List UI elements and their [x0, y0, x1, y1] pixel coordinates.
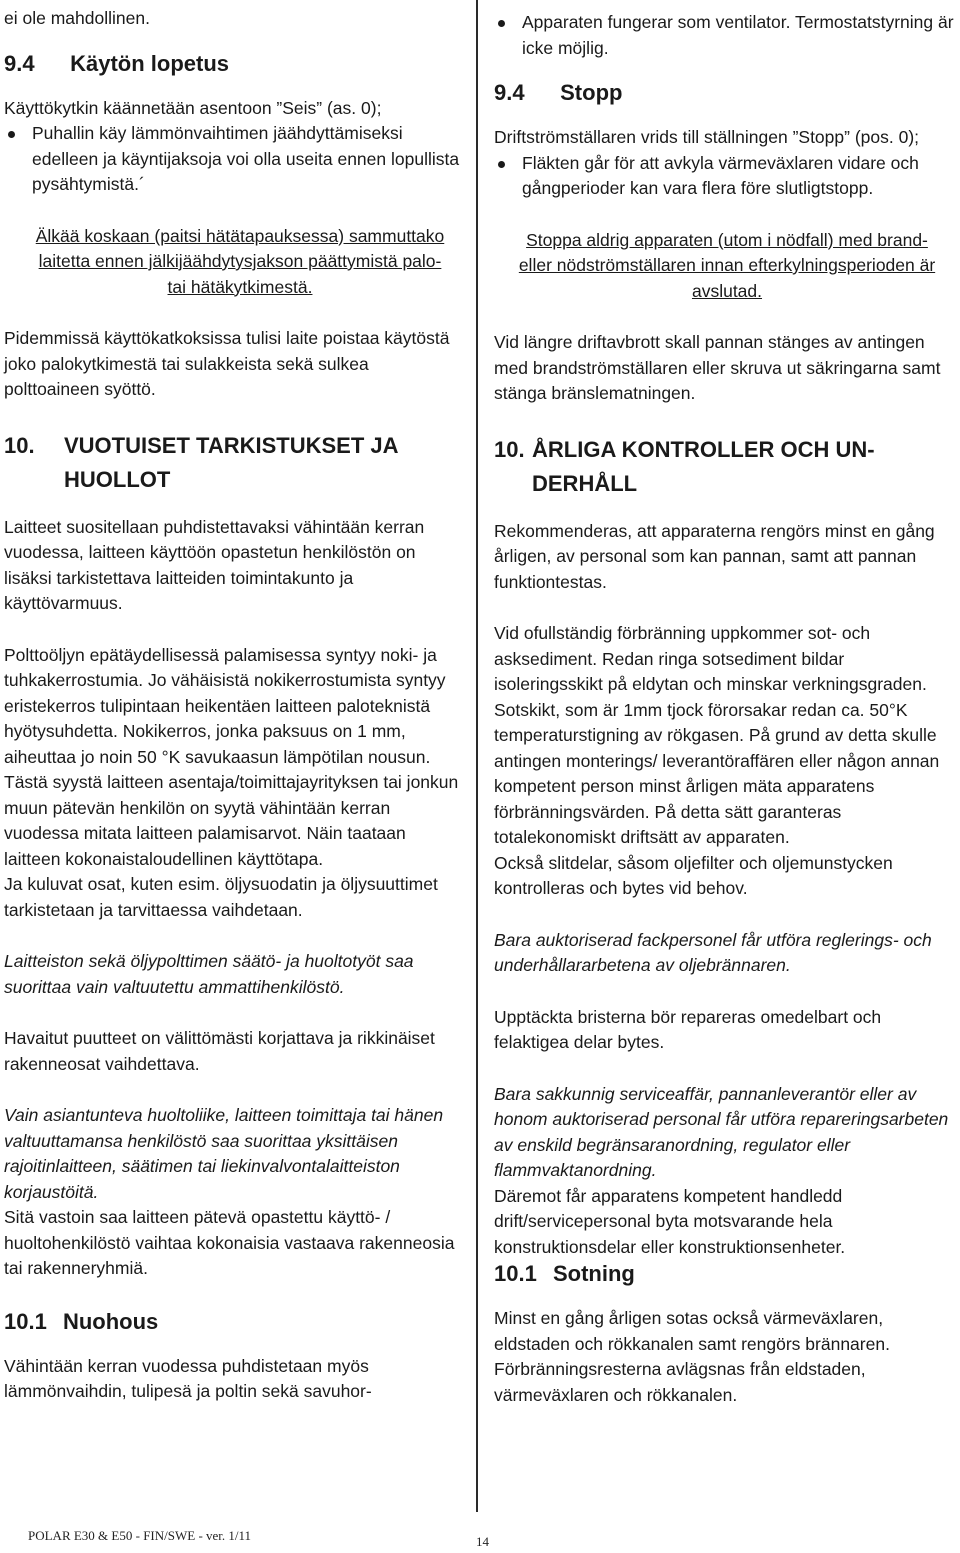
section-number: 10.1	[494, 1261, 537, 1286]
section-10-heading	[4, 429, 466, 497]
italic-note: Laitteiston sekä öljypolttimen säätö- ja huoltotyöt saa suorittaa vain valtuutettu ammattihenkilöstö.	[4, 951, 414, 997]
paragraph: Ja kuluvat osat, kuten esim. öljysuodatin ja öljysuuttimet tarkistetaan ja tarvittaessa vaihdetaan.	[4, 874, 438, 920]
section-title: Nuohous	[62, 1308, 159, 1334]
section-number: 10.	[4, 432, 35, 458]
paragraph: Laitteet suositellaan puhdistettavaksi vähintään kerran vuodessa, laitteen käyttöön opastetun henkilöstön on lisäksi tarkistettava laitteiden toimintakunto ja käyttövarmuus.	[4, 516, 425, 613]
paragraph: Käyttökytkin käännetään asentoon ”Seis” (as. 0);	[4, 97, 382, 118]
section-10-1-heading	[4, 1308, 466, 1336]
section-10-heading	[494, 433, 956, 501]
finnish-column	[4, 6, 466, 1405]
section-number: 9.4	[494, 80, 525, 105]
section-title-line-2: HUOLLOT	[64, 466, 171, 492]
section-title-line-1: ÅRLIGA KONTROLLER OCH UN-	[532, 436, 875, 462]
paragraph: Däremot får apparatens kompetent handledd drift/servicepersonal byta motsvarande hela konstruktionsdelar eller konstruktionsenheter.	[494, 1185, 846, 1257]
paragraph: Vähintään kerran vuodessa puhdistetaan myös lämmönvaihdin, tulipesä ja poltin sekä savuhor-	[4, 1355, 372, 1401]
paragraph: Driftströmställaren vrids till ställningen ”Stopp” (pos. 0);	[494, 127, 920, 147]
section-number: 10.	[494, 436, 525, 462]
italic-note: Vain asiantunteva huoltoliike, laitteen toimittaja tai hänen valtuuttamansa henkilöstö saa suorittaa yksittäisen rajoitinlaitteen, säätimen tai liekinvalvontalaitteiston korjaustöitä.	[4, 1105, 444, 1202]
section-title: Käytön lopetus	[70, 50, 230, 76]
paragraph: Rekommenderas, att apparaterna rengörs minst en gång årligen, av personal som kan pannan, samt att pannan funktiontestas.	[494, 520, 935, 592]
section-title: Sotning	[552, 1261, 635, 1286]
intro-line: ei ole mahdollinen.	[4, 8, 150, 28]
paragraph: Vid ofullständig förbränning uppkommer sot- och asksediment. Redan ringa sotsediment bildar isoleringsskikt på eldytan och minskar verkningsgraden. Sotskikt, som är 1mm tjock förorsakar redan ca. 50°K temperaturstigning av rökgasen. På grund av detta skulle antingen monterings/ leverantöraffären eller någon annan kompetent person minst årligen mäta apparatens förbränningsvärden. På detta sätt garanteras totalekonomiskt driftsätt av apparaten.	[494, 623, 940, 847]
column-divider	[476, 0, 478, 1512]
italic-note: Bara sakkunnig serviceaffär, pannanleverantör eller av honom auktoriserad personal får utföra repareringsarbeten av enskild begränsaranordning, regulator eller flammvaktanordning.	[494, 1083, 949, 1180]
italic-note: Bara auktoriserad fackpersonel får utföra reglerings- och underhållararbetena av oljebrännaren.	[494, 929, 932, 975]
section-9-4-heading	[494, 79, 956, 107]
paragraph: Havaitut puutteet on välittömästi korjattava ja rikkinäiset rakenneosat vaihdettava.	[4, 1028, 435, 1074]
bullet-item: Puhallin käy lämmönvaihtimen jäähdyttämiseksi edelleen ja käyntijaksoja voi olla useita ennen lopullista pysähtymistä.´	[4, 121, 466, 198]
paragraph: Också slitdelar, såsom oljefilter och oljemunstycken kontrolleras och bytes vid behov.	[494, 852, 893, 898]
section-title: Stopp	[560, 80, 623, 105]
paragraph: Vid längre driftavbrott skall pannan stänges av antingen med brandströmställaren eller skruva ut säkringarna samt stänga bränslematningen.	[494, 332, 941, 403]
section-number: 9.4	[4, 50, 35, 76]
section-9-4-heading	[4, 50, 466, 78]
warning-text: Stoppa aldrig apparaten (utom i nödfall) med brand- eller nödströmställaren innan efterkylningsperioden är avslutad.	[518, 229, 936, 301]
paragraph: Upptäckta bristerna bör repareras omedelbart och felaktigea delar bytes.	[494, 1006, 882, 1052]
swedish-column	[494, 10, 956, 1408]
paragraph: Minst en gång årligen sotas också värmeväxlaren, eldstaden och rökkanalen samt rengörs brännaren. Förbränningsresterna avlägsnas från eldstaden, värmeväxlaren och rökkanalen.	[494, 1308, 890, 1405]
section-title-line-2: DERHÅLL	[532, 470, 638, 496]
paragraph: Polttoöljyn epätäydellisessä palamisessa syntyy noki- ja tuhkakerrostumia. Jo vähäisistä nokikerrostumista syntyy eristekerros tulipintaan heikentäen laitteen paloteknistä hyötysuhdetta. Nokikerros, jonka paksuus on 1 mm, aiheuttaa jo noin 50 °K savukaasun lämpötilan nousun. Tästä syystä laitteen asentaja/toimittajayrityksen tai jonkun muun pätevän henkilön on syytä vähintään kerran vuodessa mitata laitteen palamisarvot. Näin taataan laitteen kokonaistaloudellinen käyttötapa.	[4, 644, 459, 869]
bullet-item: Apparaten fungerar som ventilator. Termostatstyrning är icke möjlig.	[494, 10, 956, 61]
paragraph: Sitä vastoin saa laitteen pätevä opastettu käyttö- / huoltohenkilöstö vaihtaa kokonaisia vastaava rakenneosia tai rakenneryhmiä.	[4, 1207, 455, 1278]
bullet-item: Fläkten går för att avkyla värmeväxlaren vidare och gångperioder kan vara flera före slutligtstopp.	[494, 151, 956, 202]
footer-page-number: 14	[476, 1534, 489, 1549]
paragraph: Pidemmissä käyttökatkoksissa tulisi laite poistaa käytöstä joko palokytkimestä tai sulakkeista sekä sulkea polttoaineen syöttö.	[4, 328, 450, 399]
footer-doc-ref: POLAR E30 & E50 - FIN/SWE - ver. 1/11	[28, 1528, 252, 1543]
warning-text: Älkää koskaan (paitsi hätätapauksessa) sammuttako laitetta ennen jälkijäähdytysjakson päättymistä palo- tai hätäkytkimestä.	[35, 225, 445, 297]
section-number: 10.1	[4, 1308, 47, 1334]
section-10-1-heading	[494, 1260, 956, 1288]
section-title-line-1: VUOTUISET TARKISTUKSET JA	[64, 432, 399, 458]
